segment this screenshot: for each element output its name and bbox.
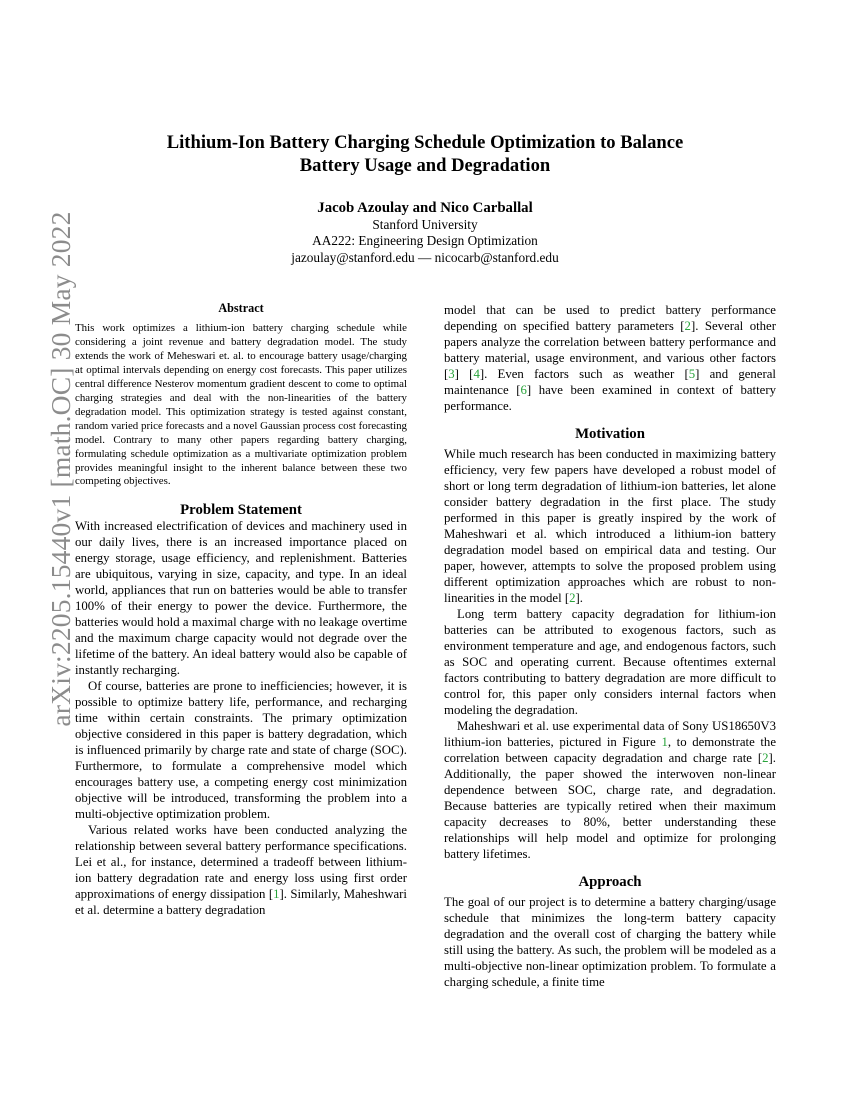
author-names: Jacob Azoulay and Nico Carballal [317, 200, 533, 216]
paper-title [100, 131, 750, 177]
problem-p3-text-a: Various related works have been conducted analyzing the relationship between several battery performance specifications. Lei et al., for instance, determined a tradeoff between lithium-ion battery degradation rate and energy loss using first order approximations of energy dissipation [ [75, 823, 407, 902]
problem-p3-text-b: ]. Similarly, Maheshwari et al. determine a battery degradation [75, 887, 407, 918]
approach-paragraph-1: The goal of our project is to determine a battery charging/usage schedule that minimizes the long-term battery capacity degradation and the overall cost of charging the battery while still using the battery. As such, the problem will be modeled as a multi-objective non-linear optimization problem. To formulate a charging schedule, a finite time [444, 895, 776, 989]
citation-link[interactable]: 2 [762, 751, 769, 765]
author-block [100, 200, 750, 266]
title-line-1: Lithium-Ion Battery Charging Schedule Optimization to Balance [166, 132, 684, 153]
cont-text-b: ]. Several other papers analyze the correlation between battery performance and battery material, usage environment, and various other factors [ [444, 319, 776, 381]
motivation-paragraph-2: Long term battery capacity degradation for lithium-ion batteries can be attributed to exogenous factors, such as environment temperature and age, and endogenous factors, such as SOC and operating current. Because oftentimes external factors contributing to battery degradation are more difficult to control for, this paper only considers internal factors when modeling the degradation. [444, 607, 776, 717]
m1-text-b: ]. [575, 591, 583, 605]
course: AA222: Engineering Design Optimization [312, 233, 538, 249]
m3-text-a: Maheshwari et al. use experimental data of Sony US18650V3 lithium-ion batteries, pictured in Figure [444, 719, 776, 749]
title-line-2: Battery Usage and Degradation [299, 155, 551, 176]
abstract-text: This work optimizes a lithium-ion battery charging schedule while considering a joint revenue and battery degradation model. The study extends the work of Meheswari et. al. to encourage battery usage/charging at optimal intervals depending on energy cost forecasts. This paper utilizes central difference Nesterov momentum gradient descent to come to optimal charging strategies and deal with the non-linearities of the battery degradation model. This optimization strategy is tested against constant, random varied price forecasts and a novel Gaussian process cost forecasting model. Contrary to many other papers regarding battery charging, formulating schedule optimization as a multivariate optimization problem provides meaningful insight to the inherent balance between these two competing objectives. [75, 322, 407, 488]
cont-text-d: ]. Even factors such as weather [ [479, 367, 689, 381]
problem-paragraph-2: Of course, batteries are prone to inefficiencies; however, it is possible to optimize battery life, performance, and recharging time within certain constraints. The primary optimization objective considered in this paper is battery degradation, which is influenced primarily by charge rate and state of charge (SOC). Furthermore, to formulate a comprehensive model which encourages battery use, a competing energy cost minimization objective will be introduced, transforming the problem into a multi-objective optimization problem. [75, 679, 407, 822]
citation-link[interactable]: 3 [448, 367, 455, 381]
left-column [75, 300, 407, 918]
citation-link[interactable]: 2 [569, 591, 576, 605]
approach-heading: Approach [578, 874, 642, 890]
motivation-paragraph-1 [444, 446, 776, 606]
m3-text-b: , to demonstrate the correlation between capacity degradation and charge rate [ [444, 735, 776, 765]
citation-link[interactable]: 2 [684, 319, 691, 333]
problem-statement-heading: Problem Statement [180, 502, 302, 519]
abstract-heading: Abstract [218, 301, 264, 315]
continued-paragraph [444, 302, 776, 414]
motivation-heading: Motivation [575, 426, 645, 442]
citation-link[interactable]: 6 [520, 383, 527, 397]
affiliation: Stanford University [372, 217, 478, 232]
right-column [444, 302, 776, 990]
cont-text-c: ] [ [454, 367, 474, 381]
emails: jazoulay@stanford.edu — nicocarb@stanford.edu [291, 249, 559, 265]
cont-text-a: model that can be used to predict battery performance depending on specified battery parameters [ [444, 303, 776, 333]
m1-text-a: While much research has been conducted in maximizing battery efficiency, very few papers have developed a robust model of short or long term degradation of lithium-ion batteries, let alone consider battery degradation in the first place. The study performed in this paper is greatly inspired by the work of Maheshwari et al. which introduced a lithium-ion battery degradation model based on empirical data and testing. Our paper, however, attempts to solve the proposed problem using different optimization approaches which are robust to non-linearities in the model [ [444, 447, 776, 605]
problem-paragraph-1: With increased electrification of devices and machinery used in our daily lives, there is an increased importance placed on energy storage, usage efficiency, and replenishment. Batteries are ubiquitous, varying in size, capacity, and type. In an ideal world, appliances that run on batteries would be able to transfer 100% of their energy to power the device. Furthermore, the batteries would hold a maximal charge with no leakage overtime and the maximum charge capacity would not degrade over the lifetime of the battery. An ideal battery would also be capable of instantly recharging. [75, 519, 407, 678]
cont-text-e: ] and general maintenance [ [444, 367, 776, 397]
problem-paragraph-3 [75, 822, 407, 918]
cont-text-f: ] have been examined in context of battery performance. [444, 383, 776, 413]
figure-link[interactable]: 1 [661, 735, 668, 749]
motivation-paragraph-3 [444, 718, 776, 862]
citation-link[interactable]: 4 [473, 367, 480, 381]
citation-link[interactable]: 1 [273, 887, 280, 902]
m3-text-d: ]. Additionally, the paper showed the interwoven non-linear dependence between SOC, charge rate, and degradation. Because batteries are typically retired when their maximum capacity decreases to 80%, better understanding these relationships will help model and optimize for prolonging battery lifetimes. [444, 751, 776, 861]
citation-link[interactable]: 5 [688, 367, 696, 381]
arxiv-stamp-text: arXiv:2205.15440v1 [math.OC] 30 May 2022 [45, 211, 76, 727]
